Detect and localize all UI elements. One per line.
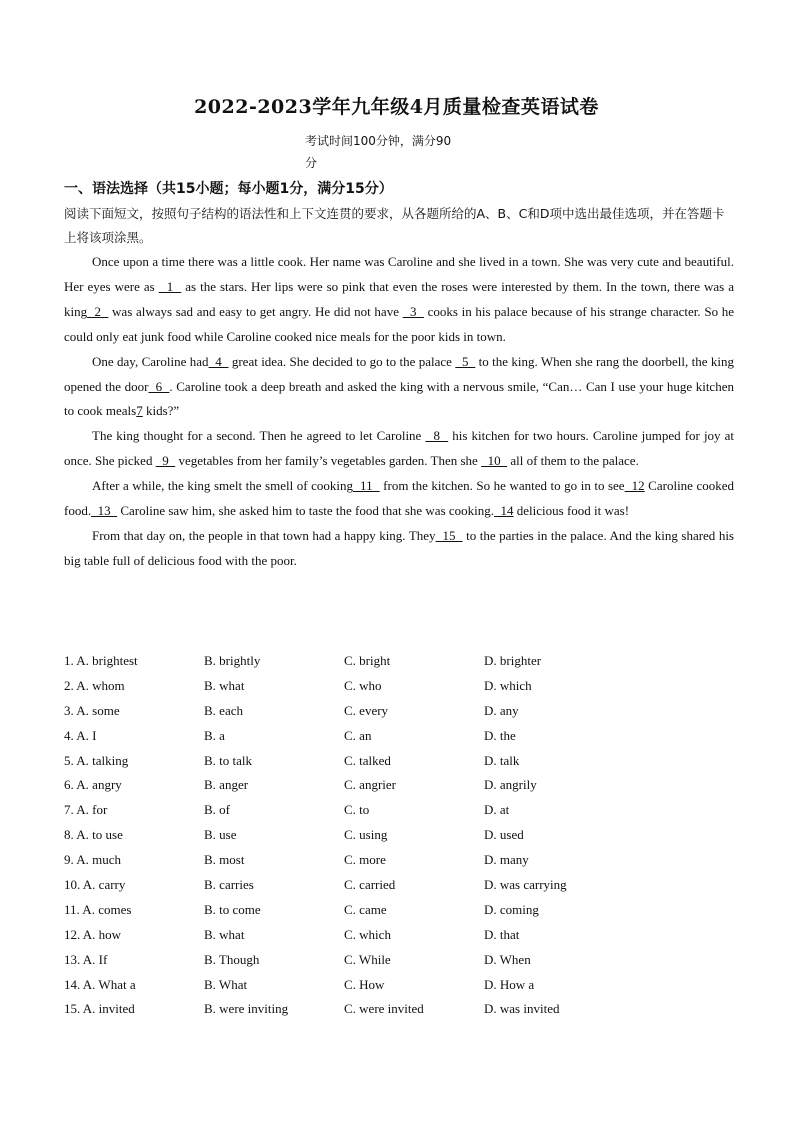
passage-text: his kitchen for two hours. Caroline jumped for joy at once. She picked bbox=[64, 428, 735, 469]
passage-text: From that day on, the people in that town had a happy king. They bbox=[92, 527, 436, 543]
question-options-row bbox=[64, 798, 736, 823]
answer-blank: 8 bbox=[425, 428, 449, 444]
option-choice: D. brighter bbox=[484, 653, 542, 668]
question-options-row bbox=[64, 923, 736, 948]
passage-text: Caroline cooked food. bbox=[64, 478, 735, 519]
answer-options bbox=[64, 649, 736, 1022]
question-options-row bbox=[64, 948, 736, 973]
option-choice: 7. A. for bbox=[64, 802, 108, 818]
option-choice: C. angrier bbox=[344, 777, 396, 793]
passage-text: all of them to the palace. bbox=[507, 453, 639, 469]
passage-text: from the kitchen. So he wanted to go in to see bbox=[379, 478, 625, 494]
option-choice: D. How a bbox=[484, 976, 535, 992]
option-choice: B. of bbox=[204, 802, 230, 818]
option-choice: D. many bbox=[484, 852, 529, 868]
option-choice: D. talk bbox=[484, 752, 520, 768]
option-choice: 5. A. talking bbox=[64, 752, 129, 768]
option-choice: 13. A. If bbox=[64, 951, 108, 967]
option-choice: 3. A. some bbox=[64, 702, 120, 718]
option-choice: 1. A. brightest bbox=[64, 653, 138, 668]
passage-paragraph bbox=[64, 524, 734, 574]
option-choice: C. who bbox=[344, 677, 382, 693]
answer-blank: 3 bbox=[402, 303, 424, 319]
answer-blank: 4 bbox=[208, 353, 229, 369]
passage-text: as the stars. Her lips were so pink that even the roses were interested by them. In the town, there was a king bbox=[64, 278, 734, 319]
question-options-row bbox=[64, 724, 736, 749]
answer-blank: 13 bbox=[91, 503, 118, 519]
option-choice: 4. A. I bbox=[64, 727, 97, 743]
passage-text: to the parties in the palace. And the king shared his big table full of delicious food with the poor. bbox=[64, 527, 734, 568]
option-choice: C. carried bbox=[344, 877, 396, 893]
answer-blank: 9 bbox=[155, 453, 176, 469]
question-options-row bbox=[64, 649, 736, 674]
option-choice: C. to bbox=[344, 802, 370, 818]
question-options-row bbox=[64, 773, 736, 798]
option-choice: B. carries bbox=[204, 877, 254, 893]
exam-info bbox=[305, 130, 485, 174]
option-choice: D. the bbox=[484, 727, 516, 743]
answer-blank: 2 bbox=[87, 303, 109, 319]
answer-blank: 5 bbox=[455, 353, 476, 369]
answer-blank: 1 bbox=[158, 278, 182, 294]
option-choice: B. were inviting bbox=[204, 1001, 289, 1017]
option-choice: C. came bbox=[344, 901, 387, 917]
option-choice: C. every bbox=[344, 702, 389, 718]
option-choice: D. that bbox=[484, 926, 520, 942]
option-choice: B. to talk bbox=[204, 752, 253, 768]
option-choice: D. coming bbox=[484, 901, 539, 917]
answer-blank: 14 bbox=[494, 503, 514, 519]
option-choice: 15. A. invited bbox=[64, 1001, 135, 1017]
question-options-row bbox=[64, 873, 736, 898]
option-choice: 9. A. much bbox=[64, 852, 122, 868]
passage-text: Once upon a time there was a little cook. Her name was Caroline and she lived in a town. She was very cute and beautiful. Her eyes were as bbox=[64, 254, 734, 294]
option-choice: D. any bbox=[484, 702, 519, 718]
option-choice: C. more bbox=[344, 852, 386, 868]
option-choice: D. When bbox=[484, 951, 531, 967]
passage-paragraph bbox=[64, 350, 734, 425]
passage-paragraph bbox=[64, 250, 734, 350]
option-choice: B. anger bbox=[204, 777, 249, 793]
passage-text: was always sad and easy to get angry. He did not have bbox=[108, 303, 403, 319]
answer-blank: 12 bbox=[624, 478, 645, 494]
answer-blank: 11 bbox=[353, 478, 380, 494]
option-choice: D. angrily bbox=[484, 777, 537, 793]
question-options-row bbox=[64, 823, 736, 848]
answer-blank: 6 bbox=[148, 378, 170, 394]
question-options-row bbox=[64, 848, 736, 873]
passage-text: cooks in his palace because of his strange character. So he could only eat junk food while Caroline cooked nice meals for the poor kids in town. bbox=[64, 303, 735, 344]
option-choice: B. brightly bbox=[204, 653, 261, 668]
option-choice: B. each bbox=[204, 702, 243, 718]
option-choice: B. what bbox=[204, 677, 245, 693]
passage-text: . Caroline took a deep breath and asked the king with a nervous smile, “Can… Can I use your huge kitchen to cook meals bbox=[64, 378, 734, 419]
passage-text: After a while, the king smelt the smell of cooking bbox=[92, 478, 353, 494]
option-choice: 11. A. comes bbox=[64, 901, 132, 917]
passage-text: kids?” bbox=[142, 403, 180, 419]
option-choice: 6. A. angry bbox=[64, 777, 122, 793]
option-choice: D. was invited bbox=[484, 1001, 560, 1017]
option-choice: 2. A. whom bbox=[64, 677, 125, 693]
option-choice: 8. A. to use bbox=[64, 827, 123, 843]
exam-title: 2022-2023学年九年级4月质量检查英语试卷 bbox=[194, 96, 599, 118]
answer-blank: 10 bbox=[481, 453, 508, 469]
question-options-row bbox=[64, 749, 736, 774]
passage-text: delicious food it was! bbox=[513, 503, 630, 519]
question-options-row bbox=[64, 997, 736, 1022]
section-heading: 一、语法选择（共15小题；每小题1分，满分15分） bbox=[64, 181, 393, 197]
option-choice: B. What bbox=[204, 976, 248, 992]
option-choice: C. were invited bbox=[344, 1001, 424, 1017]
passage-text: One day, Caroline had bbox=[92, 353, 209, 369]
option-choice: C. While bbox=[344, 951, 391, 967]
option-choice: C. talked bbox=[344, 752, 391, 768]
exam-info-line-2: 分 bbox=[305, 156, 318, 170]
passage-text: vegetables from her family’s vegetables garden. Then she bbox=[175, 453, 482, 469]
answer-blank: 7 bbox=[136, 403, 143, 419]
passage-text: The king thought for a second. Then he agreed to let Caroline bbox=[92, 428, 426, 444]
option-choice: D. which bbox=[484, 677, 532, 693]
question-options-row bbox=[64, 898, 736, 923]
reading-passage bbox=[64, 250, 734, 574]
option-choice: 12. A. how bbox=[64, 926, 122, 942]
option-choice: C. How bbox=[344, 976, 385, 992]
question-options-row bbox=[64, 973, 736, 998]
option-choice: C. bright bbox=[344, 653, 391, 668]
option-choice: B. most bbox=[204, 852, 245, 868]
exam-info-line-1: 考试时间100分钟，满分90 bbox=[305, 134, 452, 148]
option-choice: B. what bbox=[204, 926, 245, 942]
passage-text: Caroline saw him, she asked him to taste the food that she was cooking. bbox=[117, 503, 495, 519]
option-choice: C. which bbox=[344, 926, 391, 942]
option-choice: 10. A. carry bbox=[64, 877, 126, 893]
passage-paragraph bbox=[64, 424, 734, 474]
passage-text: great idea. She decided to go to the palace bbox=[228, 353, 456, 369]
answer-blank: 15 bbox=[435, 527, 463, 543]
question-options-row bbox=[64, 674, 736, 699]
passage-text: to the king. When she rang the doorbell, the king opened the door bbox=[64, 353, 735, 394]
option-choice: B. a bbox=[204, 727, 225, 743]
option-choice: D. was carrying bbox=[484, 877, 567, 893]
passage-paragraph bbox=[64, 474, 734, 524]
option-choice: C. an bbox=[344, 727, 372, 743]
option-choice: D. used bbox=[484, 827, 524, 843]
question-options-row bbox=[64, 699, 736, 724]
option-choice: 14. A. What a bbox=[64, 976, 136, 992]
option-choice: B. use bbox=[204, 827, 237, 843]
option-choice: B. Though bbox=[204, 951, 260, 967]
option-choice: C. using bbox=[344, 827, 388, 843]
instructions: 阅读下面短文，按照句子结构的语法性和上下文连贯的要求，从各题所给的A、B、C和D项中选出最佳选项，并在答题卡上将该项涂黑。 bbox=[64, 206, 725, 245]
option-choice: B. to come bbox=[204, 901, 261, 917]
option-choice: D. at bbox=[484, 802, 510, 818]
